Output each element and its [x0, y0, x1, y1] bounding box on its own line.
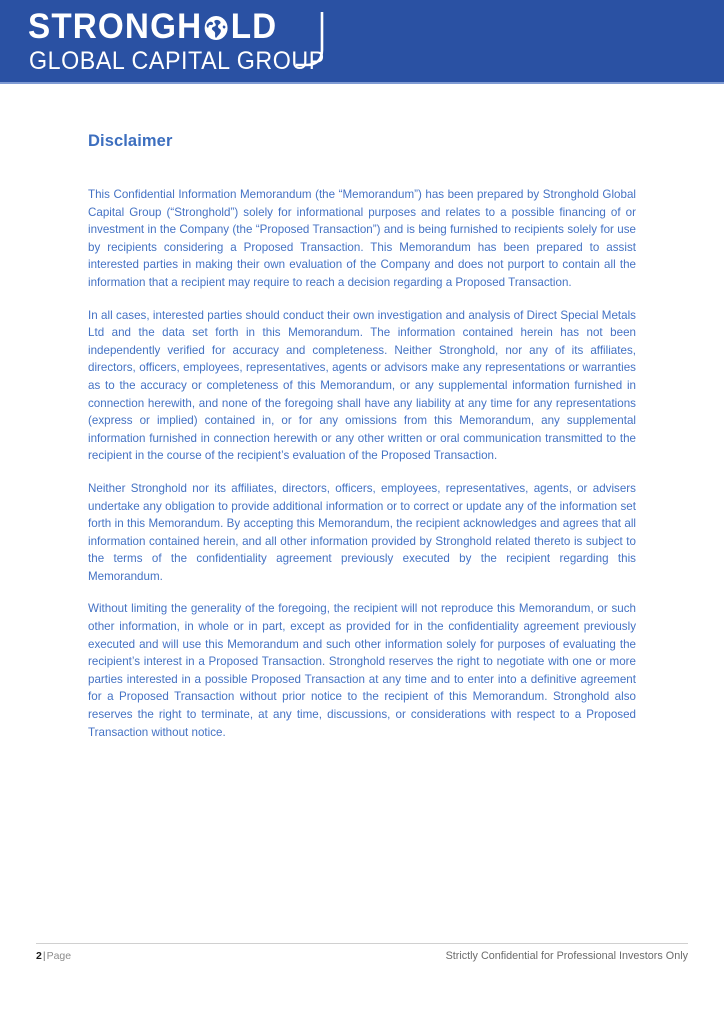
footer-page-number: 2: [36, 950, 42, 962]
globe-icon: [203, 12, 230, 40]
footer-confidentiality-note: Strictly Confidential for Professional Investors Only: [445, 950, 688, 962]
company-logo: [28, 8, 358, 78]
footer-page-separator: |: [42, 950, 46, 962]
disclaimer-paragraph: In all cases, interested parties should conduct their own investigation and analysis of Direct Special Metals Ltd and the data set forth in this Memorandum. The information contained herein has not been independently verified for accuracy and completeness. Neither Stronghold, nor any of its affiliates, directors, officers, employees, representatives, agents or advisors make any representations or warranties as to the accuracy or completeness of this Memorandum, or any supplemental information furnished in connection herewith, and none of the foregoing shall have any liability at any time for any representations (express or implied) contained in, or for any omissions from this Memorandum, any supplemental information furnished in connection herewith or any other written or oral communication transmitted to the recipient in the course of the recipient’s evaluation of the Proposed Transaction.: [88, 308, 636, 463]
disclaimer-paragraph: Neither Stronghold nor its affiliates, directors, officers, employees, representatives, agents, or advisers undertake any obligation to provide additional information or to correct or update any of the information set forth in this Memorandum. By accepting this Memorandum, the recipient acknowledges and agrees that all information contained herein, and all other information provided by Stronghold related thereto is subject to the terms of the confidentiality agreement previously executed by the recipient regarding this Memorandum.: [88, 481, 636, 583]
footer-page-label: Page: [46, 950, 72, 962]
header-banner: [0, 0, 724, 84]
logo-wordmark: [28, 8, 277, 46]
logo-wordmark-part2: LD: [230, 7, 278, 46]
page-title: Disclaimer: [88, 132, 173, 150]
logo-wordmark-part1: STRONGH: [28, 7, 203, 46]
disclaimer-paragraph: This Confidential Information Memorandum (the “Memorandum”) has been prepared by Stronghold Global Capital Group (“Stronghold”) solely for informational purposes and relates to a possible financing of or investment in the Company (the “Proposed Transaction”) and is being furnished to recipients solely for use by recipients considering a Proposed Transaction. This Memorandum has been prepared to assist interested parties in making their own evaluation of the Company and does not purport to contain all the information that a recipient may require to reach a decision regarding a Proposed Transaction.: [88, 188, 636, 289]
footer-page-indicator: [36, 950, 71, 962]
disclaimer-paragraph: Without limiting the generality of the foregoing, the recipient will not reproduce this Memorandum, or such other information, in whole or in part, except as provided for in the confidentiality agreement previously executed and will use this Memorandum and such other information solely for purposes of evaluating the recipient’s interest in a Proposed Transaction. Stronghold reserves the right to negotiate with one or more parties interested in a possible Proposed Transaction at any time and to enter into a definitive agreement for a Proposed Transaction without prior notice to the recipient of this Memorandum. Stronghold also reserves the right to terminate, at any time, discussions, or considerations with respect to a Proposed Transaction without notice.: [88, 602, 636, 739]
document-content: [88, 130, 636, 741]
page-footer: [36, 943, 688, 971]
logo-tagline: GLOBAL CAPITAL GROUP: [29, 47, 325, 75]
